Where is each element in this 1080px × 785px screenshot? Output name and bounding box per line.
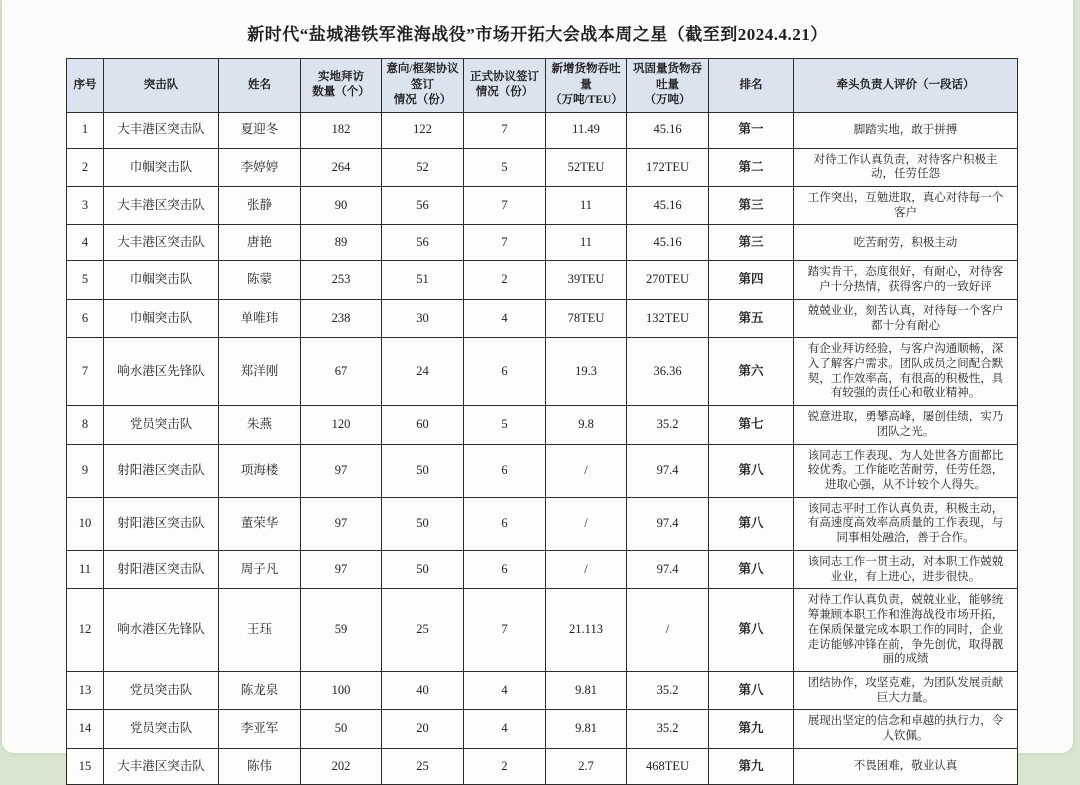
cell-name: 陈龙泉 <box>219 671 301 709</box>
cell-serial: 1 <box>67 112 104 148</box>
cell-name: 王珏 <box>219 589 301 672</box>
cell-intent_agreements: 60 <box>382 406 464 444</box>
cell-serial: 11 <box>67 550 104 588</box>
cell-team: 大丰港区突击队 <box>104 112 219 148</box>
cell-serial: 8 <box>67 406 104 444</box>
cell-serial: 6 <box>67 299 104 337</box>
cell-leader_evaluation: 有企业拜访经验，与客户沟通顺畅，深入了解客户需求。团队成员之间配合默契，工作效率高，有很高的积极性，具有较强的责任心和敬业精神。 <box>794 338 1018 406</box>
cell-name: 李婷婷 <box>219 148 301 186</box>
cell-consolidated_cargo_throughput: 45.16 <box>627 225 709 261</box>
cell-consolidated_cargo_throughput: 172TEU <box>627 148 709 186</box>
cell-team: 党员突击队 <box>104 710 219 748</box>
cell-intent_agreements: 50 <box>382 550 464 588</box>
cell-new_cargo_throughput: 21.113 <box>546 589 627 672</box>
cell-rank: 第一 <box>709 112 794 148</box>
cell-formal_agreements: 6 <box>464 444 546 497</box>
cell-new_cargo_throughput: 52TEU <box>546 148 627 186</box>
column-header-serial: 序号 <box>67 59 104 113</box>
cell-visit_count: 253 <box>301 261 382 299</box>
table-row <box>67 671 1018 709</box>
cell-serial: 4 <box>67 225 104 261</box>
cell-serial: 2 <box>67 148 104 186</box>
table-row <box>67 148 1018 186</box>
cell-intent_agreements: 25 <box>382 589 464 672</box>
cell-consolidated_cargo_throughput: 35.2 <box>627 710 709 748</box>
cell-intent_agreements: 122 <box>382 112 464 148</box>
cell-visit_count: 238 <box>301 299 382 337</box>
cell-formal_agreements: 6 <box>464 338 546 406</box>
cell-serial: 3 <box>67 186 104 224</box>
cell-visit_count: 50 <box>301 710 382 748</box>
cell-formal_agreements: 7 <box>464 186 546 224</box>
cell-intent_agreements: 51 <box>382 261 464 299</box>
cell-name: 朱燕 <box>219 406 301 444</box>
table-row <box>67 589 1018 672</box>
table-row <box>67 406 1018 444</box>
weekly-star-table <box>66 58 1018 785</box>
cell-rank: 第七 <box>709 406 794 444</box>
cell-visit_count: 89 <box>301 225 382 261</box>
table-row <box>67 444 1018 497</box>
cell-new_cargo_throughput: 9.8 <box>546 406 627 444</box>
table-row <box>67 225 1018 261</box>
cell-visit_count: 264 <box>301 148 382 186</box>
cell-leader_evaluation: 团结协作，攻坚克难，为团队发展贡献巨大力量。 <box>794 671 1018 709</box>
cell-formal_agreements: 5 <box>464 406 546 444</box>
cell-team: 巾帼突击队 <box>104 299 219 337</box>
cell-visit_count: 97 <box>301 550 382 588</box>
cell-team: 响水港区先锋队 <box>104 338 219 406</box>
cell-rank: 第九 <box>709 710 794 748</box>
cell-visit_count: 90 <box>301 186 382 224</box>
cell-consolidated_cargo_throughput: / <box>627 589 709 672</box>
column-header-team: 突击队 <box>104 59 219 113</box>
table-header <box>67 59 1018 113</box>
cell-intent_agreements: 40 <box>382 671 464 709</box>
cell-name: 单唯玮 <box>219 299 301 337</box>
column-header-name: 姓名 <box>219 59 301 113</box>
column-header-consolidated_cargo_throughput: 巩固量货物吞吐量 （万吨） <box>627 59 709 113</box>
cell-leader_evaluation: 对待工作认真负责，对待客户积极主动，任劳任怨 <box>794 148 1018 186</box>
cell-visit_count: 67 <box>301 338 382 406</box>
table-row <box>67 186 1018 224</box>
cell-formal_agreements: 4 <box>464 710 546 748</box>
cell-team: 大丰港区突击队 <box>104 186 219 224</box>
cell-formal_agreements: 2 <box>464 748 546 784</box>
cell-leader_evaluation: 锐意进取，勇攀高峰，屡创佳绩，实乃团队之光。 <box>794 406 1018 444</box>
cell-team: 响水港区先锋队 <box>104 589 219 672</box>
cell-new_cargo_throughput: / <box>546 444 627 497</box>
cell-rank: 第八 <box>709 589 794 672</box>
cell-new_cargo_throughput: 9.81 <box>546 710 627 748</box>
cell-name: 周子凡 <box>219 550 301 588</box>
cell-name: 陈伟 <box>219 748 301 784</box>
cell-rank: 第八 <box>709 444 794 497</box>
cell-leader_evaluation: 兢兢业业，刻苦认真，对待每一个客户都十分有耐心 <box>794 299 1018 337</box>
cell-consolidated_cargo_throughput: 132TEU <box>627 299 709 337</box>
table-row <box>67 710 1018 748</box>
cell-new_cargo_throughput: 39TEU <box>546 261 627 299</box>
column-header-visit_count: 实地拜访 数量（个） <box>301 59 382 113</box>
cell-new_cargo_throughput: 11 <box>546 186 627 224</box>
cell-formal_agreements: 4 <box>464 299 546 337</box>
cell-serial: 7 <box>67 338 104 406</box>
cell-formal_agreements: 6 <box>464 550 546 588</box>
cell-rank: 第八 <box>709 671 794 709</box>
table-row <box>67 112 1018 148</box>
cell-team: 巾帼突击队 <box>104 148 219 186</box>
cell-team: 巾帼突击队 <box>104 261 219 299</box>
cell-new_cargo_throughput: 78TEU <box>546 299 627 337</box>
cell-name: 夏迎冬 <box>219 112 301 148</box>
cell-formal_agreements: 4 <box>464 671 546 709</box>
table-row <box>67 497 1018 550</box>
column-header-intent_agreements: 意向/框架协议签订 情况（份） <box>382 59 464 113</box>
cell-serial: 9 <box>67 444 104 497</box>
cell-formal_agreements: 7 <box>464 112 546 148</box>
cell-name: 项海楼 <box>219 444 301 497</box>
page-title: 新时代“盐城港铁军淮海战役”市场开拓大会战本周之星（截至到2024.4.21） <box>2 0 1073 45</box>
cell-leader_evaluation: 该同志平时工作认真负责，积极主动，有高速度高效率高质量的工作表现，与同事相处融洽，善于合作。 <box>794 497 1018 550</box>
cell-consolidated_cargo_throughput: 468TEU <box>627 748 709 784</box>
cell-leader_evaluation: 踏实肯干，态度很好，有耐心，对待客户十分热情，获得客户的一致好评 <box>794 261 1018 299</box>
column-header-rank: 排名 <box>709 59 794 113</box>
cell-rank: 第六 <box>709 338 794 406</box>
cell-team: 大丰港区突击队 <box>104 225 219 261</box>
cell-serial: 12 <box>67 589 104 672</box>
cell-consolidated_cargo_throughput: 45.16 <box>627 112 709 148</box>
cell-name: 郑洋刚 <box>219 338 301 406</box>
cell-intent_agreements: 30 <box>382 299 464 337</box>
cell-visit_count: 97 <box>301 497 382 550</box>
cell-leader_evaluation: 不畏困难，敬业认真 <box>794 748 1018 784</box>
cell-team: 大丰港区突击队 <box>104 748 219 784</box>
cell-rank: 第三 <box>709 225 794 261</box>
cell-consolidated_cargo_throughput: 97.4 <box>627 444 709 497</box>
cell-intent_agreements: 52 <box>382 148 464 186</box>
table-row <box>67 338 1018 406</box>
column-header-leader_evaluation: 牵头负责人评价（一段话） <box>794 59 1018 113</box>
cell-consolidated_cargo_throughput: 270TEU <box>627 261 709 299</box>
table-row <box>67 299 1018 337</box>
cell-rank: 第二 <box>709 148 794 186</box>
cell-rank: 第三 <box>709 186 794 224</box>
cell-new_cargo_throughput: 19.3 <box>546 338 627 406</box>
cell-intent_agreements: 25 <box>382 748 464 784</box>
cell-consolidated_cargo_throughput: 36.36 <box>627 338 709 406</box>
cell-consolidated_cargo_throughput: 35.2 <box>627 671 709 709</box>
cell-serial: 14 <box>67 710 104 748</box>
cell-leader_evaluation: 吃苦耐劳，积极主动 <box>794 225 1018 261</box>
cell-name: 陈蒙 <box>219 261 301 299</box>
cell-name: 董荣华 <box>219 497 301 550</box>
column-header-formal_agreements: 正式协议签订 情况（份） <box>464 59 546 113</box>
cell-formal_agreements: 7 <box>464 225 546 261</box>
cell-rank: 第八 <box>709 497 794 550</box>
cell-team: 射阳港区突击队 <box>104 497 219 550</box>
cell-new_cargo_throughput: / <box>546 550 627 588</box>
cell-leader_evaluation: 对待工作认真负责，兢兢业业，能够统筹兼顾本职工作和淮海战役市场开拓，在保质保量完成本职工作的同时，企业走访能够冲锋在前，争先创优，取得靓丽的成绩 <box>794 589 1018 672</box>
cell-leader_evaluation: 该同志工作一贯主动，对本职工作兢兢业业，有上进心，进步很快。 <box>794 550 1018 588</box>
cell-visit_count: 120 <box>301 406 382 444</box>
document-page <box>2 0 1073 753</box>
table-row <box>67 748 1018 784</box>
cell-intent_agreements: 50 <box>382 444 464 497</box>
cell-consolidated_cargo_throughput: 97.4 <box>627 550 709 588</box>
cell-team: 射阳港区突击队 <box>104 550 219 588</box>
cell-visit_count: 97 <box>301 444 382 497</box>
cell-serial: 13 <box>67 671 104 709</box>
cell-new_cargo_throughput: 9.81 <box>546 671 627 709</box>
cell-rank: 第四 <box>709 261 794 299</box>
cell-formal_agreements: 6 <box>464 497 546 550</box>
cell-visit_count: 59 <box>301 589 382 672</box>
cell-new_cargo_throughput: 11 <box>546 225 627 261</box>
cell-leader_evaluation: 工作突出，互勉进取，真心对待每一个客户 <box>794 186 1018 224</box>
cell-new_cargo_throughput: 11.49 <box>546 112 627 148</box>
cell-rank: 第九 <box>709 748 794 784</box>
cell-team: 党员突击队 <box>104 671 219 709</box>
cell-visit_count: 202 <box>301 748 382 784</box>
cell-formal_agreements: 2 <box>464 261 546 299</box>
cell-serial: 5 <box>67 261 104 299</box>
cell-visit_count: 100 <box>301 671 382 709</box>
cell-intent_agreements: 56 <box>382 186 464 224</box>
cell-formal_agreements: 7 <box>464 589 546 672</box>
cell-team: 射阳港区突击队 <box>104 444 219 497</box>
cell-consolidated_cargo_throughput: 97.4 <box>627 497 709 550</box>
cell-rank: 第五 <box>709 299 794 337</box>
cell-serial: 10 <box>67 497 104 550</box>
cell-name: 李亚军 <box>219 710 301 748</box>
cell-leader_evaluation: 展现出坚定的信念和卓越的执行力，令人钦佩。 <box>794 710 1018 748</box>
cell-leader_evaluation: 脚踏实地，敢于拼搏 <box>794 112 1018 148</box>
cell-intent_agreements: 24 <box>382 338 464 406</box>
column-header-new_cargo_throughput: 新增货物吞吐量 （万吨/TEU） <box>546 59 627 113</box>
cell-serial: 15 <box>67 748 104 784</box>
cell-intent_agreements: 20 <box>382 710 464 748</box>
table-row <box>67 261 1018 299</box>
cell-formal_agreements: 5 <box>464 148 546 186</box>
cell-new_cargo_throughput: 2.7 <box>546 748 627 784</box>
cell-name: 唐艳 <box>219 225 301 261</box>
table-row <box>67 550 1018 588</box>
cell-leader_evaluation: 该同志工作表现、为人处世各方面都比较优秀。工作能吃苦耐劳，任劳任怨，进取心强，从不计较个人得失。 <box>794 444 1018 497</box>
cell-visit_count: 182 <box>301 112 382 148</box>
cell-name: 张静 <box>219 186 301 224</box>
cell-intent_agreements: 56 <box>382 225 464 261</box>
cell-intent_agreements: 50 <box>382 497 464 550</box>
cell-consolidated_cargo_throughput: 35.2 <box>627 406 709 444</box>
cell-team: 党员突击队 <box>104 406 219 444</box>
cell-consolidated_cargo_throughput: 45.16 <box>627 186 709 224</box>
cell-rank: 第八 <box>709 550 794 588</box>
cell-new_cargo_throughput: / <box>546 497 627 550</box>
